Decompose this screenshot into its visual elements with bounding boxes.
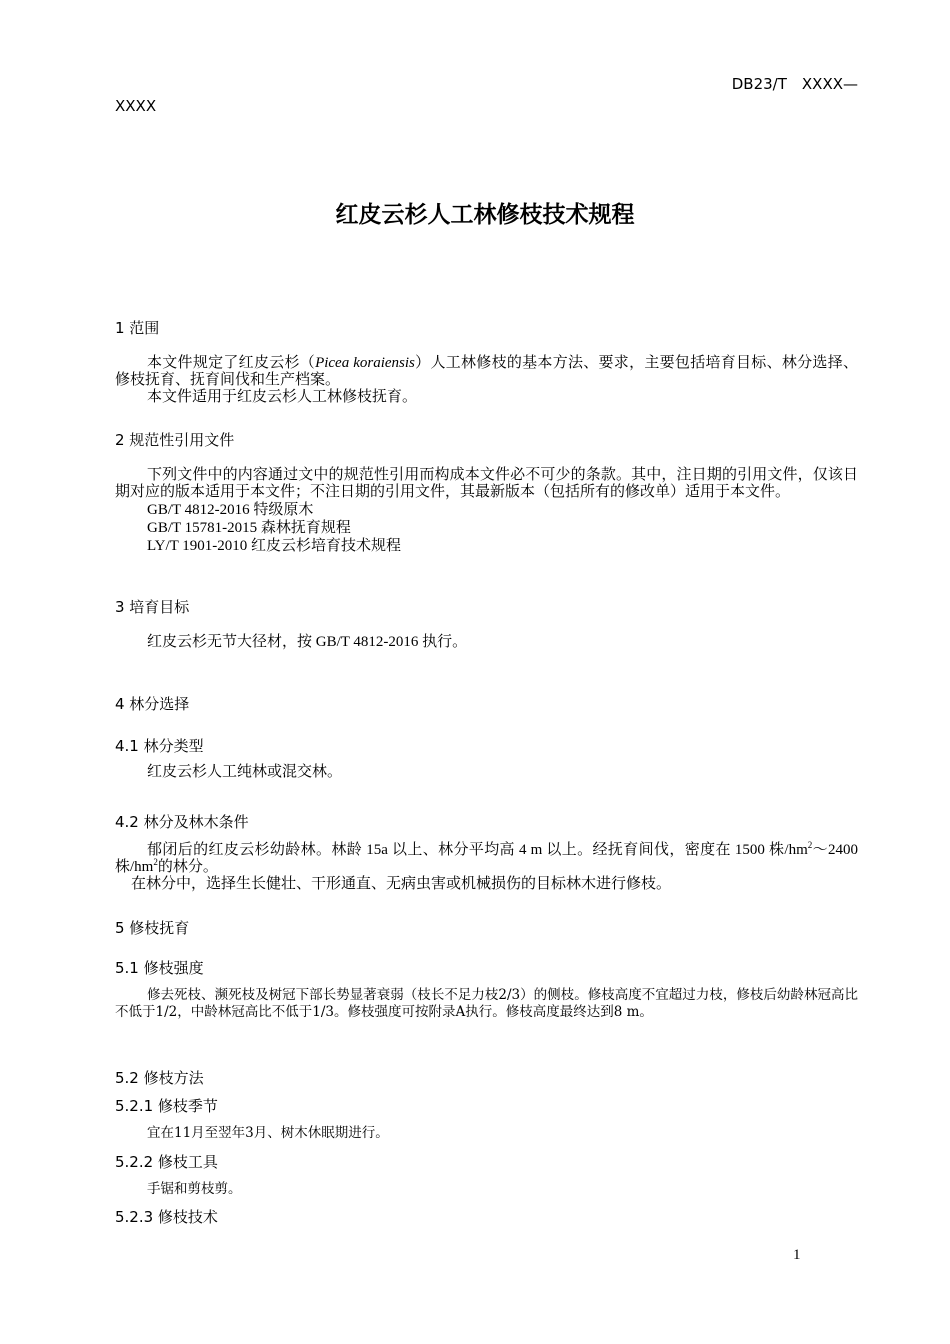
references-body [115,467,858,555]
heading-normative-references: 2 规范性引用文件 [115,431,235,449]
heading-pruning-season: 5.2.1 修枝季节 [115,1097,218,1115]
paragraph: 修去死枝、濒死枝及树冠下部长势显著衰弱（枝长不足力枝2/3）的侧枝。修枝高度不宜超过力枝，修枝后幼龄林冠高比不低于1/2，中龄林冠高比不低于1/3。修枝强度可按附录A执行。修枝高度最终达到8 m。 [115,987,858,1020]
heading-stand-type: 4.1 林分类型 [115,737,204,755]
pruning-intensity-body [115,987,858,1021]
text: 的林分。 [157,859,218,875]
page-number: 1 [793,1247,801,1263]
stand-type-body [115,764,858,781]
heading-stand-conditions: 4.2 林分及林木条件 [115,813,249,831]
stand-conditions-body [115,842,858,893]
paragraph: 红皮云杉人工纯林或混交林。 [147,764,343,780]
standard-code-continued: XXXX [115,97,157,115]
heading-pruning-method: 5.2 修枝方法 [115,1069,204,1087]
paragraph: 手锯和剪枝剪。 [147,1181,242,1197]
heading-stand-selection: 4 林分选择 [115,695,190,713]
paragraph: 红皮云杉无节大径材，按 GB/T 4812-2016 执行。 [147,634,468,650]
reference-item: GB/T 4812-2016 特级原木 [147,502,314,518]
heading-pruning-tools: 5.2.2 修枝工具 [115,1153,218,1171]
text: ）人工林修枝的基本方法、要求，主要包括培育目标、林分选择、修枝抚育、抚育间伐和生产档案。 [115,355,858,388]
heading-pruning-intensity: 5.1 修枝强度 [115,959,204,977]
standard-code: DB23/T XXXX— [731,75,858,93]
text: 本文件规定了红皮云杉（ [147,355,316,371]
text: ～2400 株/hm [115,842,858,875]
superscript: 2 [153,857,158,867]
scope-paragraph: 本文件适用于红皮云杉人工林修枝抚育。 [147,389,418,405]
cultivation-target-body [115,634,858,651]
reference-item: GB/T 15781-2015 森林抚育规程 [147,520,351,536]
heading-cultivation-target: 3 培育目标 [115,598,190,616]
text: 郁闭后的红皮云杉幼龄林。林龄 15a 以上、林分平均高 4 m 以上。经抚育间伐，密度在 1500 株/hm [147,842,808,858]
superscript: 2 [807,840,813,850]
paragraph [115,842,858,876]
references-paragraph: 下列文件中的内容通过文中的规范性引用而构成本文件必不可少的条款。其中，注日期的引用文件，仅该日期对应的版本适用于本文件；不注日期的引用文件，其最新版本（包括所有的修改单）适用于本文件。 [115,467,858,500]
heading-pruning-technique: 5.2.3 修枝技术 [115,1208,218,1226]
heading-pruning: 5 修枝抚育 [115,919,190,937]
paragraph: 在林分中，选择生长健壮、干形通直、无病虫害或机械损伤的目标林木进行修枝。 [131,876,672,892]
pruning-season-body [115,1125,858,1142]
scope-body [115,355,858,406]
paragraph: 宜在11月至翌年3月、树木休眠期进行。 [147,1125,389,1141]
reference-item: LY/T 1901-2010 红皮云杉培育技术规程 [147,538,402,554]
latin-name: Picea koraiensis [315,355,415,371]
scope-paragraph [115,355,858,389]
heading-scope: 1 范围 [115,319,160,337]
pruning-tools-body [115,1181,858,1198]
document-title: 红皮云杉人工林修枝技术规程 [335,202,635,228]
